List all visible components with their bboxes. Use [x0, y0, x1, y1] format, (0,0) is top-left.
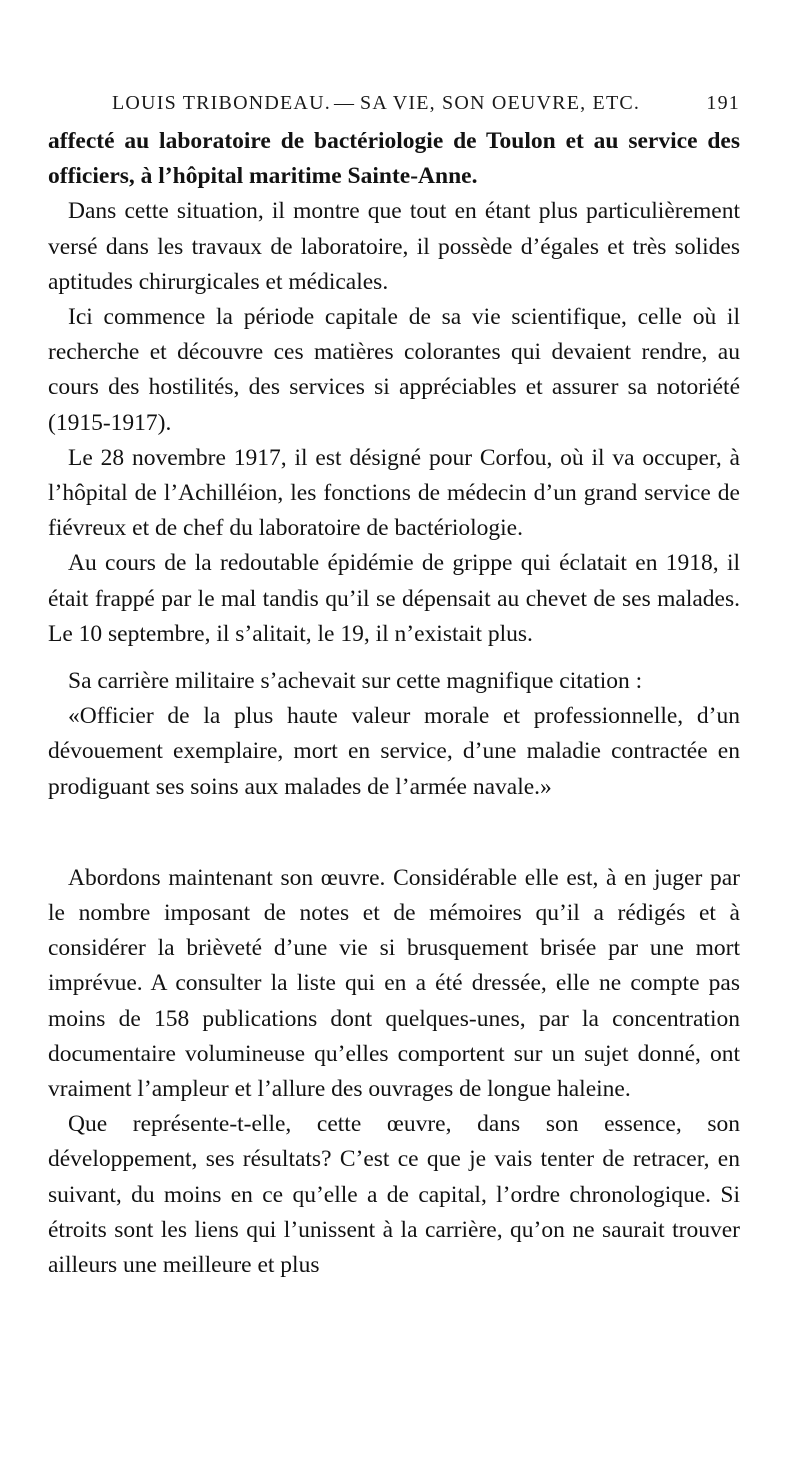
header-work-title: SA VIE, SON OEUVRE, ETC.	[360, 92, 641, 114]
paragraph-citation-quote: «Officier de la plus haute valeur morale et professionnelle, d’un dévouement exemplaire, mort en service, d’une maladie contractée en prodiguant ses soins aux malades de l’armée navale.»	[48, 703, 740, 800]
header-author-title: LOUIS TRIBONDEAU.	[112, 92, 331, 114]
paragraph-citation-intro: Sa carrière militaire s’achevait sur cette magnifique citation :	[68, 668, 643, 695]
paragraph-grippe: Au cours de la redoutable épidémie de grippe qui éclatait en 1918, il était frappé par le mal tandis qu’il se dépensait au chevet de ses malades. Le 10 septembre, il s’alitait, le 19, il n’existait plus.	[48, 550, 740, 647]
running-header	[112, 86, 740, 120]
paragraph-continuation: affecté au laboratoire de bactériologie de Toulon et au service des officiers, à l’hôpital maritime Sainte-Anne.	[48, 128, 740, 190]
paragraph-aptitudes: Dans cette situation, il montre que tout en étant plus particulièrement versé dans les travaux de laboratoire, il possède d’égales et très solides aptitudes chirurgicales et médicales.	[48, 198, 740, 295]
page-number: 191	[706, 92, 740, 114]
header-dash: —	[334, 92, 356, 114]
paragraph-essence: Que représente-t-elle, cette œuvre, dans son essence, son développement, ses résultats? C’est ce que je vais tenter de retracer, en suivant, du moins en ce qu’elle a de capital, l’ordre chronologique. Si étroits sont les liens qui l’unissent à la carrière, qu’on ne saurait trouver ailleurs une meilleure et plus	[48, 1111, 740, 1279]
paragraph-oeuvre: Abordons maintenant son œuvre. Considérable elle est, à en juger par le nombre imposant de notes et de mémoires qu’il a rédigés et à considérer la brièveté d’une vie si brusquement brisée par une mort imprévue. A consulter la liste qui en a été dressée, elle ne compte pas moins de 158 publications dont quelques-unes, par la concentration documentaire volumineuse qu’elles comportent sur un sujet donné, ont vraiment l’ampleur et l’allure des ouvrages de longue haleine.	[48, 864, 740, 1103]
body-text	[48, 124, 740, 1283]
paragraph-corfou: Le 28 novembre 1917, il est désigné pour Corfou, où il va occuper, à l’hôpital de l’Achilléion, les fonctions de médecin d’un grand service de fiévreux et de chef du laboratoire de bactériologie.	[48, 444, 740, 542]
paragraph-scientific-period: Ici commence la période capitale de sa vie scientifique, celle où il recherche et découvre ces matières colorantes qui devaient rendre, au cours des hostilités, des services si appréciables et assurer sa notoriété (1915-1917).	[48, 304, 740, 436]
